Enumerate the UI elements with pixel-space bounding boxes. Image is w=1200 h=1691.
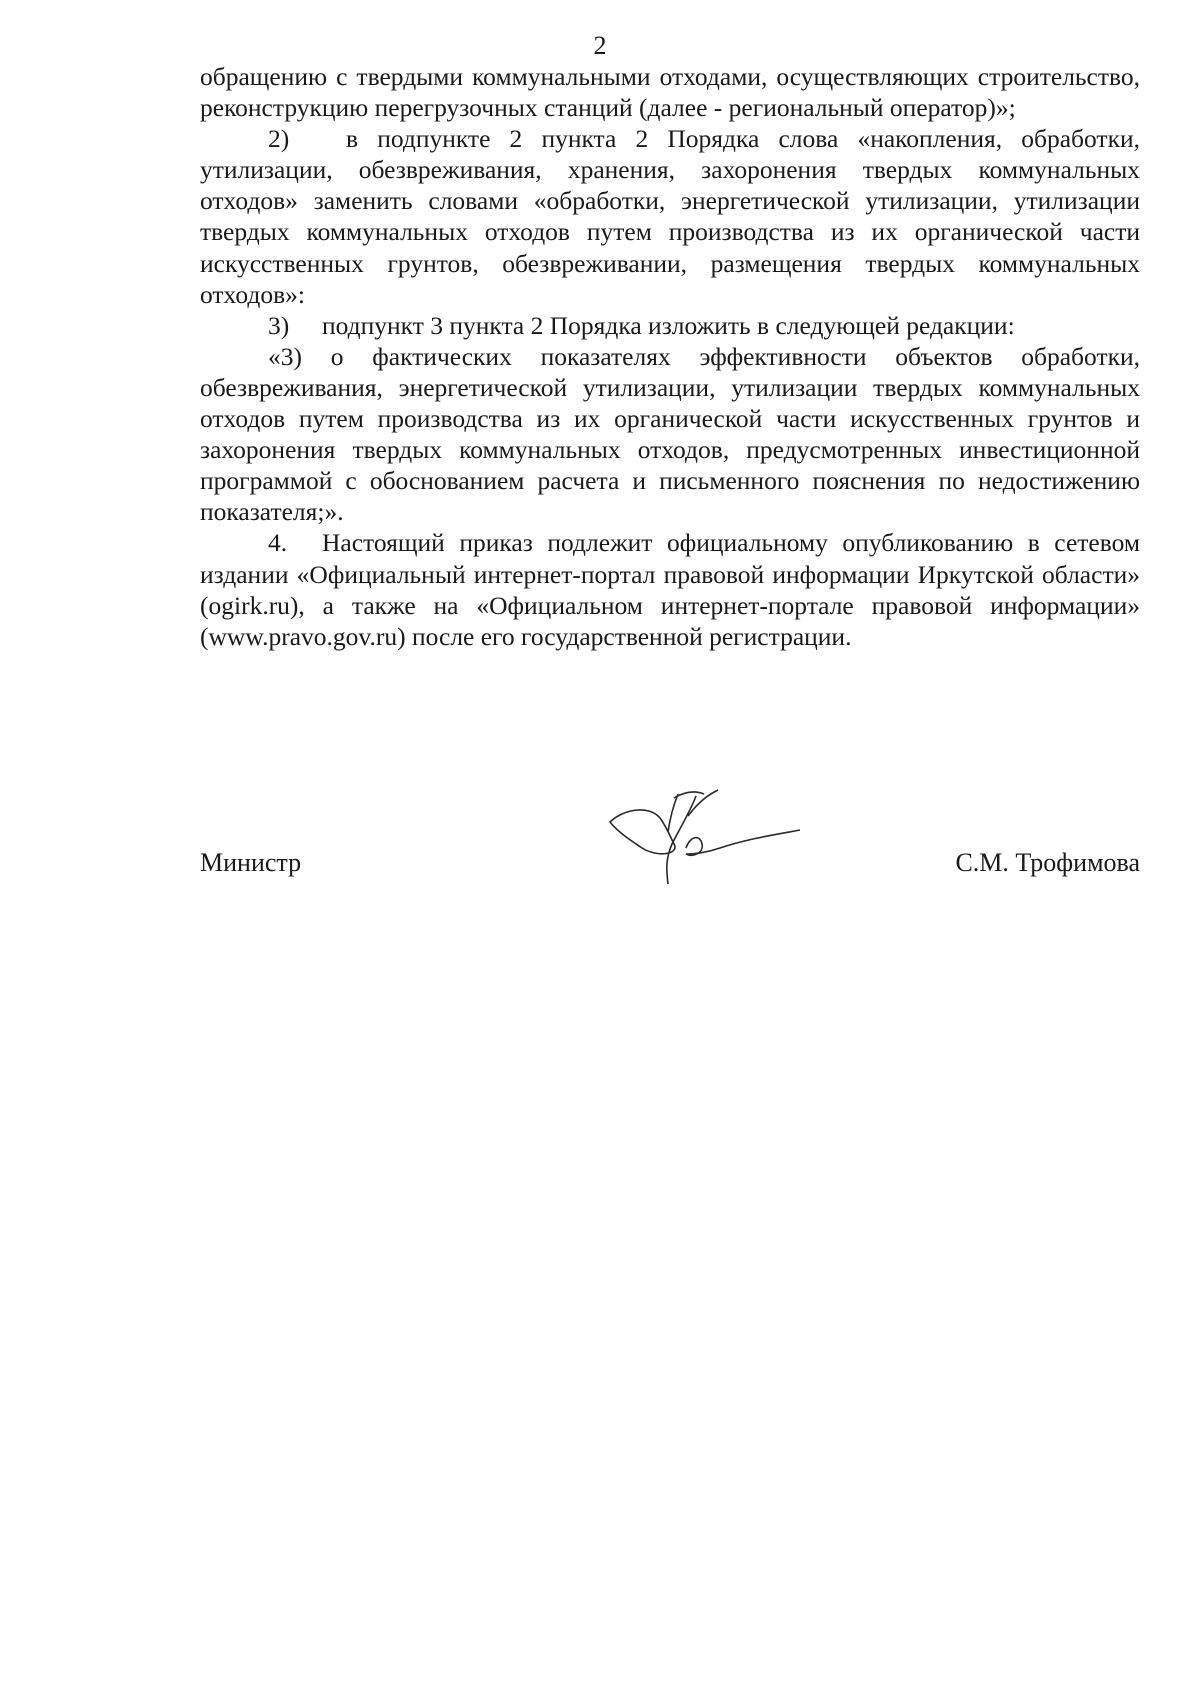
paragraph-item-4 [200, 527, 1140, 651]
item-number: 4. [268, 528, 288, 558]
page-number: 2 [593, 31, 607, 60]
document-body [200, 61, 1140, 652]
item-number: 2) [268, 124, 290, 154]
signature-block [200, 788, 1140, 908]
signatory-name: С.М. Трофимова [955, 848, 1140, 877]
paragraph-continuation: обращению с твердыми коммунальными отходами, осуществляющих строительство, реконструкцию перегрузочных станций (далее - региональный оператор)»; [200, 62, 1140, 123]
item-text: подпункт 3 пункта 2 Порядка изложить в следующей редакции: [322, 310, 1015, 340]
signatory-title: Министр [200, 848, 302, 877]
item-number: 3) [268, 310, 290, 340]
paragraph-quoted-amendment: «3) о фактических показателях эффективности объектов обработки, обезвреживания, энергетической утилизации, утилизации твердых коммунальных отходов путем производства из их органической части искусственных грунтов и захоронения твердых коммунальных отходов, предусмотренных инвестиционной программой с обоснованием расчета и письменного пояснения по недостижению показателя;». [200, 341, 1140, 527]
paragraph-item-2 [200, 123, 1140, 310]
handwritten-signature [600, 788, 810, 898]
item-text: Настоящий приказ подлежит официальному опубликованию в сетевом издании «Официальный интернет-портал правовой информации Иркутской области» (ogirk.ru), а также на «Официальном интернет-портале правовой информации» (www.pravo.gov.ru) после его государственной регистрации. [200, 528, 1140, 651]
paragraph-item-3 [200, 310, 1140, 341]
item-text: в подпункте 2 пункта 2 Порядка слова «накопления, обработки, утилизации, обезвреживания, хранения, захоронения твердых коммунальных отходов» заменить словами «обработки, энергетической утилизации, утилизации твердых коммунальных отходов путем производства из их органической части искусственных грунтов, обезвреживании, размещения твердых коммунальных отходов»: [200, 124, 1140, 309]
